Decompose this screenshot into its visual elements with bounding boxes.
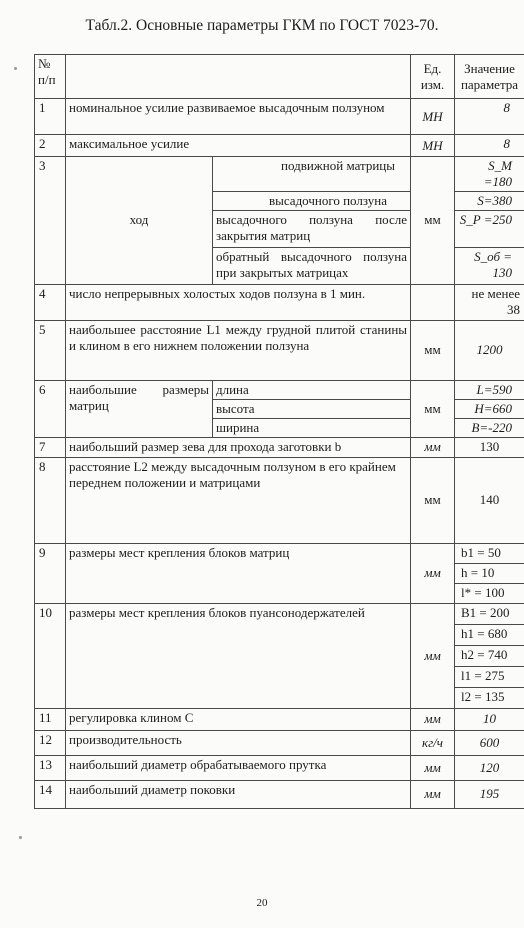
header-value: Значение параметра <box>455 55 524 99</box>
row-num: 3 <box>35 157 66 285</box>
sub-value: S_об = 130 <box>455 247 524 284</box>
row-num: 7 <box>35 437 66 457</box>
row-param: наибольший размер зева для прохода заготовки b <box>66 437 411 457</box>
table-row <box>35 457 524 543</box>
row-value: 10 <box>455 708 524 730</box>
sub-value: H=660 <box>455 399 524 418</box>
row-unit <box>411 284 455 320</box>
sub-param: ширина <box>213 418 411 437</box>
table-row <box>35 284 524 320</box>
row-param: производительность <box>66 730 411 755</box>
row-param: наибольшее расстояние L1 между грудной плитой станины и клином в его нижнем положении ползуна <box>66 320 411 380</box>
row-param: регулировка клином C <box>66 708 411 730</box>
row-num: 2 <box>35 135 66 157</box>
row-value: не менее 38 <box>455 284 524 320</box>
table-row <box>35 135 524 157</box>
row-num: 14 <box>35 780 66 808</box>
sub-value: S_P =250 <box>455 210 524 247</box>
row-value: 1200 <box>455 320 524 380</box>
sub-param: высадочного ползуна после закрытия матриц <box>213 210 411 247</box>
sub-value: B1 = 200 <box>455 603 524 624</box>
row-value: 195 <box>455 780 524 808</box>
sub-value: h2 = 740 <box>455 645 524 666</box>
row-unit: мм <box>411 457 455 543</box>
sub-value: b1 = 50 <box>455 543 524 563</box>
row-unit: мм <box>411 157 455 285</box>
sub-value: B=-220 <box>455 418 524 437</box>
row-value: 130 <box>455 437 524 457</box>
sub-value: S=380 <box>455 191 524 210</box>
row-param: расстояние L2 между высадочным ползуном в его крайнем переднем положении и матрицами <box>66 457 411 543</box>
row-param: максимальное усилие <box>66 135 411 157</box>
row-unit: мм <box>411 543 455 603</box>
table-row <box>35 157 524 192</box>
row-num: 9 <box>35 543 66 603</box>
table-row <box>35 755 524 780</box>
row-num: 1 <box>35 99 66 135</box>
row-param: число непрерывных холостых ходов ползуна в 1 мин. <box>66 284 411 320</box>
table-row <box>35 730 524 755</box>
row-param: размеры мест крепления блоков матриц <box>66 543 411 603</box>
table-row <box>35 780 524 808</box>
row-unit: мм <box>411 755 455 780</box>
sub-value: h = 10 <box>455 563 524 583</box>
table-row <box>35 99 524 135</box>
row-unit: кг/ч <box>411 730 455 755</box>
table-row <box>35 320 524 380</box>
row-value: 600 <box>455 730 524 755</box>
sub-param: длина <box>213 380 411 399</box>
row-param: наибольший диаметр поковки <box>66 780 411 808</box>
row-value: 120 <box>455 755 524 780</box>
table-header-row <box>35 55 524 99</box>
row-param: номинальное усилие развиваемое высадочным ползуном <box>66 99 411 135</box>
page-number: 20 <box>256 897 268 909</box>
row-unit: мм <box>411 380 455 437</box>
row-unit: мм <box>411 603 455 708</box>
row-num: 12 <box>35 730 66 755</box>
row-unit: МН <box>411 99 455 135</box>
row-param: размеры мест крепления блоков пуансонодержателей <box>66 603 411 708</box>
row-value: 8 <box>455 99 524 135</box>
row-num: 4 <box>35 284 66 320</box>
sub-param: высота <box>213 399 411 418</box>
row-param: ход <box>66 157 213 285</box>
sub-value: l1 = 275 <box>455 666 524 687</box>
row-num: 10 <box>35 603 66 708</box>
row-unit: мм <box>411 437 455 457</box>
sub-param: подвижной матрицы <box>213 157 411 192</box>
scan-speck <box>19 836 22 839</box>
sub-value: h1 = 680 <box>455 624 524 645</box>
sub-param: обратный высадочного ползуна при закрытых матрицах <box>213 247 411 284</box>
row-param: наибольший диаметр обрабатываемого прутка <box>66 755 411 780</box>
sub-value: l2 = 135 <box>455 687 524 708</box>
header-param <box>66 55 411 99</box>
header-num: № п/п <box>35 55 66 99</box>
sub-value: S_M =180 <box>455 157 524 192</box>
table-row <box>35 543 524 563</box>
table-row <box>35 603 524 624</box>
header-unit: Ед. изм. <box>411 55 455 99</box>
row-num: 5 <box>35 320 66 380</box>
row-value: 140 <box>455 457 524 543</box>
table-row <box>35 380 524 399</box>
sub-value: L=590 <box>455 380 524 399</box>
row-num: 11 <box>35 708 66 730</box>
row-param: наибольшие размеры матриц <box>66 380 213 437</box>
row-num: 8 <box>35 457 66 543</box>
row-num: 6 <box>35 380 66 437</box>
row-unit: мм <box>411 708 455 730</box>
row-value: 8 <box>455 135 524 157</box>
row-unit: мм <box>411 320 455 380</box>
sub-value: l* = 100 <box>455 583 524 603</box>
row-num: 13 <box>35 755 66 780</box>
scan-speck <box>14 67 17 70</box>
table-row <box>35 708 524 730</box>
table-title: Табл.2. Основные параметры ГКМ по ГОСТ 7023-70. <box>85 17 439 34</box>
row-unit: мм <box>411 780 455 808</box>
parameters-table <box>34 54 524 809</box>
row-unit: МН <box>411 135 455 157</box>
sub-param: высадочного ползуна <box>213 191 411 210</box>
table-row <box>35 437 524 457</box>
